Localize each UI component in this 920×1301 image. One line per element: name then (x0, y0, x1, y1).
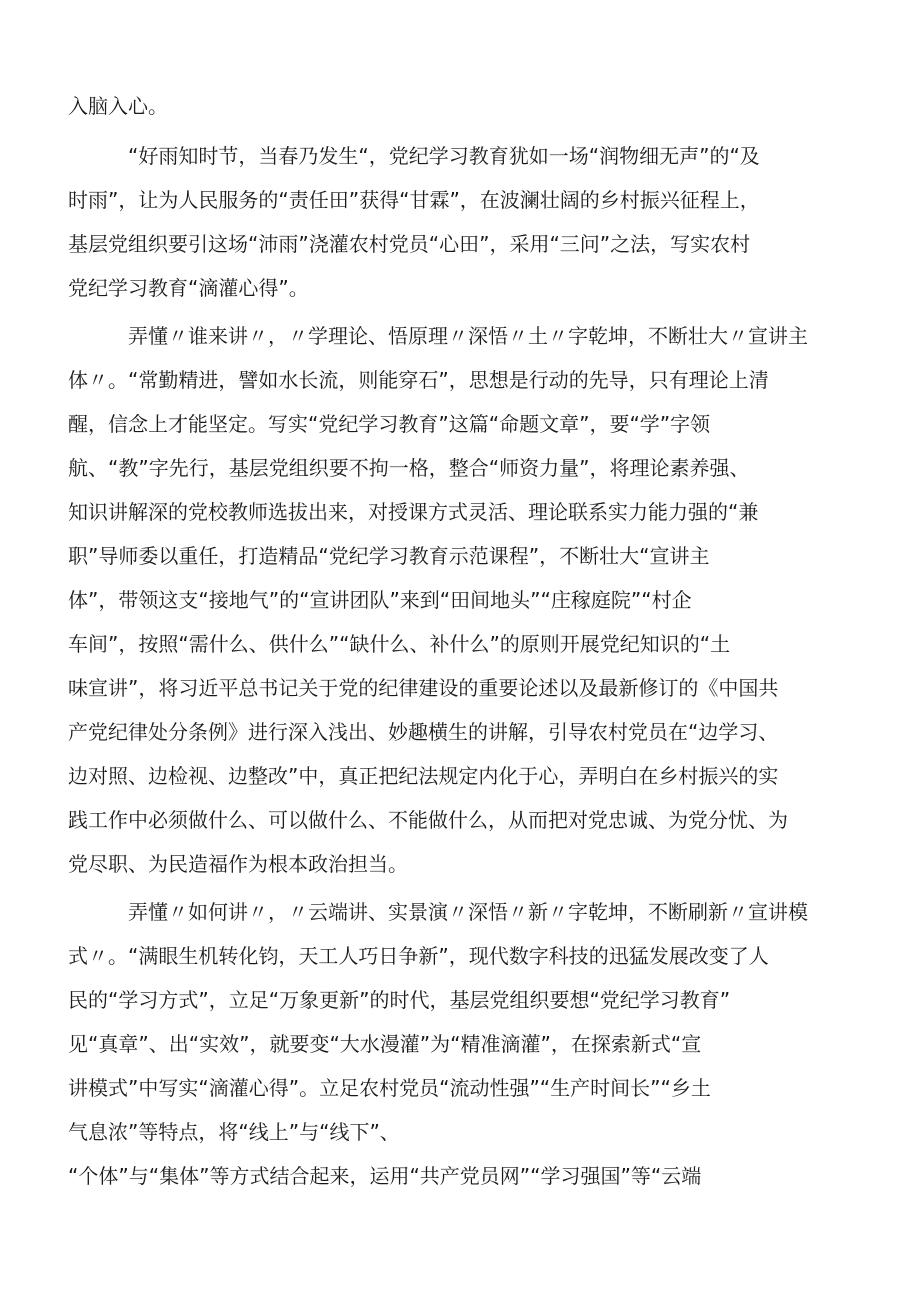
text-line: 党尽职、为民造福作为根本政治担当。 (68, 852, 408, 876)
text-line: 入脑入心。 (68, 94, 168, 118)
text-line: 民的“学习方式”，立足“万象更新”的时代，基层党组织要想“党纪学习教育” (68, 988, 731, 1012)
text-line: 见“真章”、出“实效”，就要变“大水漫灌”为“精准滴灌”，在探索新式“宣 (68, 1032, 702, 1056)
text-line: 醒，信念上才能坚定。写实“党纪学习教育”这篇“命题文章”，要“学”字领 (68, 412, 711, 436)
text-line: 党纪学习教育“滴灌心得”。 (68, 276, 309, 300)
text-line: 践工作中必须做什么、可以做什么、不能做什么，从而把对党忠诚、为党分忧、为 (68, 808, 788, 832)
text-line: 产党纪律处分条例》进行深入浅出、妙趣横生的讲解，引导农村党员在“边学习、 (68, 720, 779, 744)
text-line: 职”导师委以重任，打造精品“党纪学习教育示范课程”，不断壮大“宣讲主 (68, 544, 710, 568)
text-line: 气息浓”等特点，将“线上”与“线下”、 (68, 1120, 400, 1144)
text-line: 体”，带领这支“接地气”的“宣讲团队”来到“田间地头”“庄稼庭院”“村企 (68, 588, 692, 612)
text-line: 时雨”，让为人民服务的“责任田”获得“甘霖”，在波澜壮阔的乡村振兴征程上， (68, 188, 760, 212)
text-line: 车间”，按照“需什么、供什么”“缺什么、补什么”的原则开展党纪知识的“土 (68, 632, 731, 656)
text-line: “个体”与“集体”等方式结合起来，运用“共产党员网”“学习强国”等“云端 (68, 1164, 702, 1188)
text-line: “好雨知时节，当春乃发生“，党纪学习教育犹如一场“润物细无声”的“及 (128, 144, 760, 168)
text-line: 味宣讲”，将习近平总书记关于党的纪律建设的重要论述以及最新修订的《中国共 (68, 676, 779, 700)
text-line: 式〃。“满眼生机转化钧，天工人巧日争新”，现代数字科技的迅猛发展改变了人 (68, 944, 769, 968)
text-line: 体〃。“常勤精进，譬如水长流，则能穿石”，思想是行动的先导，只有理论上清 (68, 368, 769, 392)
text-line: 航、“教”字先行，基层党组织要不拘一格，整合“师资力量”，将理论素养强、 (68, 456, 750, 480)
text-line: 弄懂〃谁来讲〃，〃学理论、悟原理〃深悟〃土〃字乾坤，不断壮大〃宣讲主 (128, 324, 808, 348)
text-line: 讲模式”中写实“滴灌心得”。立足农村党员“流动性强”“生产时间长”“乡土 (68, 1076, 711, 1100)
text-line: 基层党组织要引这场“沛雨”浇灌农村党员“心田”，采用“三问”之法，写实农村 (68, 232, 751, 256)
text-line: 边对照、边检视、边整改”中，真正把纪法规定内化于心，弄明白在乡村振兴的实 (68, 764, 779, 788)
text-line: 知识讲解深的党校教师选拔出来，对授课方式灵活、理论联系实力能力强的“兼 (68, 500, 759, 524)
text-line: 弄懂〃如何讲〃，〃云端讲、实景演〃深悟〃新〃字乾坤，不断刷新〃宣讲模 (128, 900, 808, 924)
